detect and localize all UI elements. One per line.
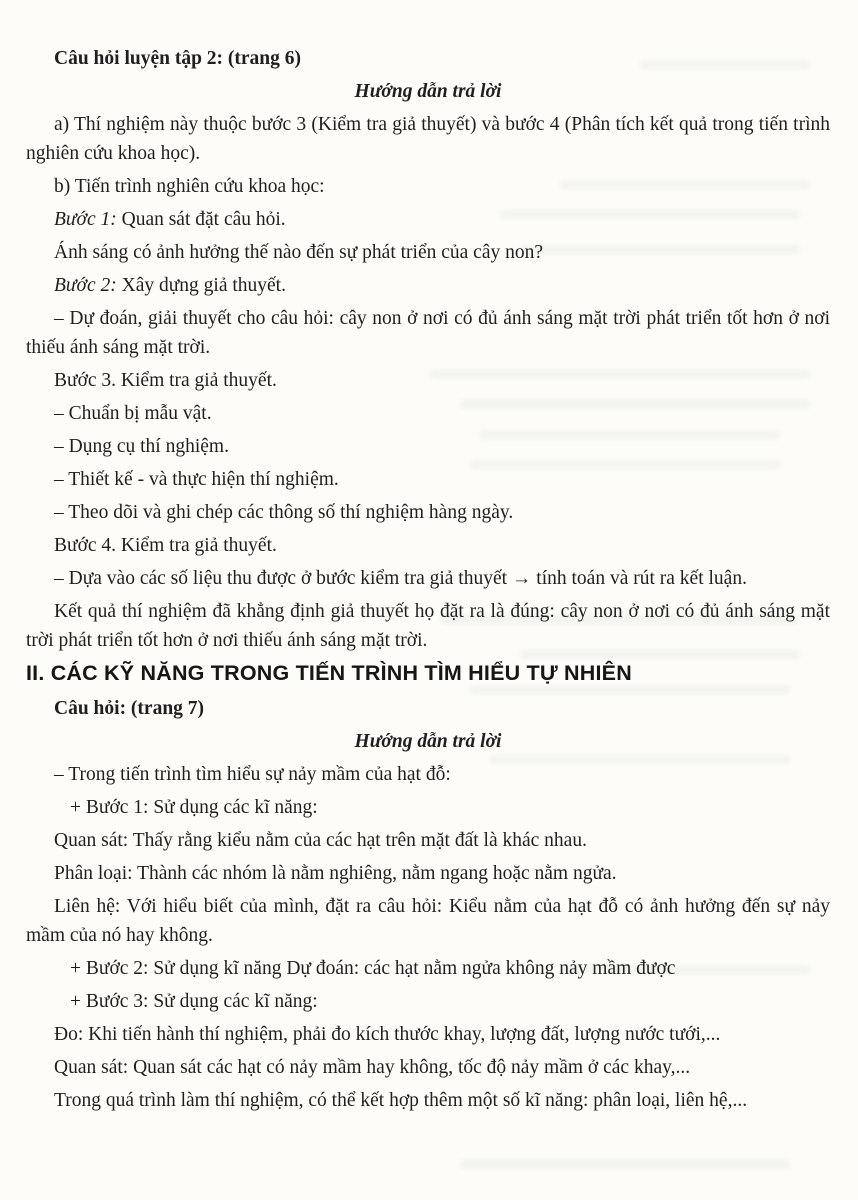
body: Bước 4. Kiểm tra giả thuyết. bbox=[54, 535, 277, 556]
body: Đo: Khi tiến hành thí nghiệm, phải đo kích thước khay, lượng đất, lượng nước tưới,... bbox=[54, 1024, 721, 1045]
body: Bước 3. Kiểm tra giả thuyết. bbox=[54, 370, 277, 391]
paragraph-text: Xây dựng giả thuyết. bbox=[116, 275, 286, 296]
subheading: Câu hỏi: (trang 7) bbox=[54, 698, 205, 719]
body: Quan sát: Thấy rằng kiểu nằm của các hạt trên mặt đất là khác nhau. bbox=[54, 830, 587, 851]
step-label: Bước 2: bbox=[54, 275, 117, 296]
body: a) Thí nghiệm này thuộc bước 3 (Kiểm tra giả thuyết) và bước 4 (Phân tích kết quả trong tiến trình nghiên cứu khoa học). bbox=[26, 114, 830, 164]
body: – Dự đoán, giải thuyết cho câu hỏi: cây non ở nơi có đủ ánh sáng mặt trời phát triển tốt hơn ở nơi thiếu ánh sáng mặt trời. bbox=[26, 308, 830, 358]
step-label: Bước 1: bbox=[54, 209, 117, 230]
center-heading: Hướng dẫn trả lời bbox=[354, 731, 502, 752]
body: – Trong tiến trình tìm hiểu sự nảy mầm của hạt đỗ: bbox=[54, 764, 451, 785]
body: – Dựa vào các số liệu thu được ở bước kiểm tra giả thuyết → tính toán và rút ra kết luận. bbox=[54, 568, 747, 589]
body: – Dụng cụ thí nghiệm. bbox=[54, 436, 229, 457]
body: b) Tiến trình nghiên cứu khoa học: bbox=[54, 176, 325, 197]
body: Trong quá trình làm thí nghiệm, có thể kết hợp thêm một số kĩ năng: phân loại, liên hệ,... bbox=[54, 1090, 748, 1111]
section-heading: II. CÁC KỸ NĂNG TRONG TIẾN TRÌNH TÌM HIỂU TỰ NHIÊN bbox=[26, 661, 632, 685]
body: – Theo dõi và ghi chép các thông số thí nghiệm hàng ngày. bbox=[54, 502, 514, 523]
body: – Chuẩn bị mẫu vật. bbox=[54, 403, 212, 424]
body-indent2: + Bước 3: Sử dụng các kĩ năng: bbox=[70, 991, 318, 1012]
body: Liên hệ: Với hiểu biết của mình, đặt ra câu hỏi: Kiểu nằm của hạt đỗ có ảnh hưởng đến sự nảy mầm của nó hay không. bbox=[26, 896, 830, 946]
body: Kết quả thí nghiệm đã khẳng định giả thuyết họ đặt ra là đúng: cây non ở nơi có đủ ánh sáng mặt trời phát triển tốt hơn ở nơi thiếu ánh sáng mặt trời. bbox=[26, 601, 830, 651]
subheading: Câu hỏi luyện tập 2: (trang 6) bbox=[54, 48, 302, 69]
body: Ánh sáng có ảnh hưởng thế nào đến sự phát triển của cây non? bbox=[54, 242, 544, 263]
body: – Thiết kế - và thực hiện thí nghiệm. bbox=[54, 469, 339, 490]
body-indent2: + Bước 1: Sử dụng các kĩ năng: bbox=[70, 797, 318, 818]
center-heading: Hướng dẫn trả lời bbox=[354, 81, 502, 102]
body: Quan sát: Quan sát các hạt có nảy mầm hay không, tốc độ nảy mầm ở các khay,... bbox=[54, 1057, 691, 1078]
body bbox=[26, 271, 830, 300]
body-indent2: + Bước 2: Sử dụng kĩ năng Dự đoán: các hạt nằm ngửa không nảy mầm được bbox=[70, 958, 676, 979]
body bbox=[26, 205, 830, 234]
body: Phân loại: Thành các nhóm là nằm nghiêng, nằm ngang hoặc nằm ngửa. bbox=[54, 863, 617, 884]
paragraph-text: Quan sát đặt câu hỏi. bbox=[116, 209, 286, 230]
